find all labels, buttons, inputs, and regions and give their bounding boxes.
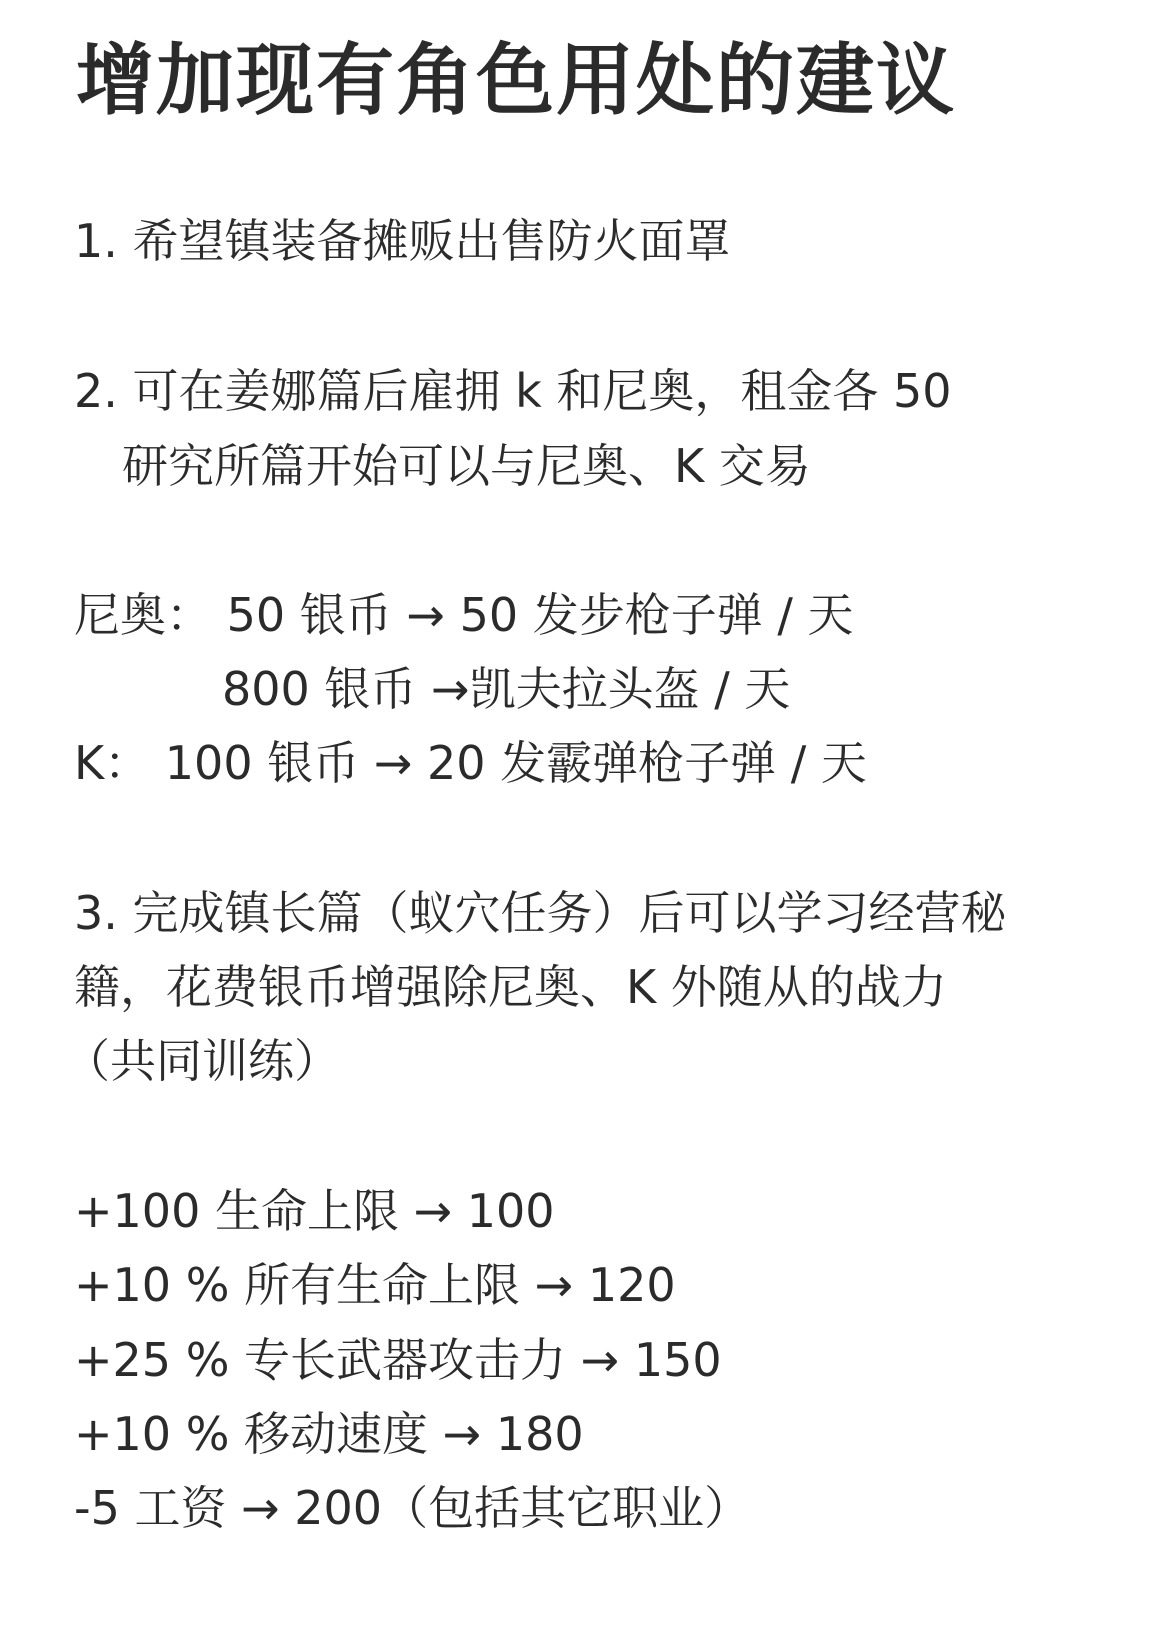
upgrade-item: +10 % 移动速度 → 180 xyxy=(74,1407,584,1461)
item-3-line-3: （共同训练） xyxy=(64,1034,340,1088)
upgrade-item: +25 % 专长武器攻击力 → 150 xyxy=(74,1333,722,1387)
upgrade-item: +10 % 所有生命上限 → 120 xyxy=(74,1258,676,1312)
item-2-line-1: 2. 可在姜娜篇后雇拥 k 和尼奥，租金各 50 xyxy=(74,364,952,418)
item-3-line-1: 3. 完成镇长篇（蚁穴任务）后可以学习经营秘 xyxy=(74,886,1007,940)
neo-trade-line-1: 尼奥： 50 银币 → 50 发步枪子弹 / 天 xyxy=(74,588,854,642)
item-2-line-2: 研究所篇开始可以与尼奥、K 交易 xyxy=(122,439,811,493)
k-trade-line: K： 100 银币 → 20 发霰弹枪子弹 / 天 xyxy=(74,736,867,790)
upgrade-item: +100 生命上限 → 100 xyxy=(74,1184,555,1238)
upgrade-item: -5 工资 → 200（包括其它职业） xyxy=(74,1481,751,1535)
page-title: 增加现有角色用处的建议 xyxy=(76,36,957,126)
item-1: 1. 希望镇装备摊贩出售防火面罩 xyxy=(74,214,731,268)
neo-trade-line-2: 800 银币 →凯夫拉头盔 / 天 xyxy=(222,662,791,716)
item-3-line-2: 籍，花费银币增强除尼奥、K 外随从的战力 xyxy=(74,960,947,1014)
